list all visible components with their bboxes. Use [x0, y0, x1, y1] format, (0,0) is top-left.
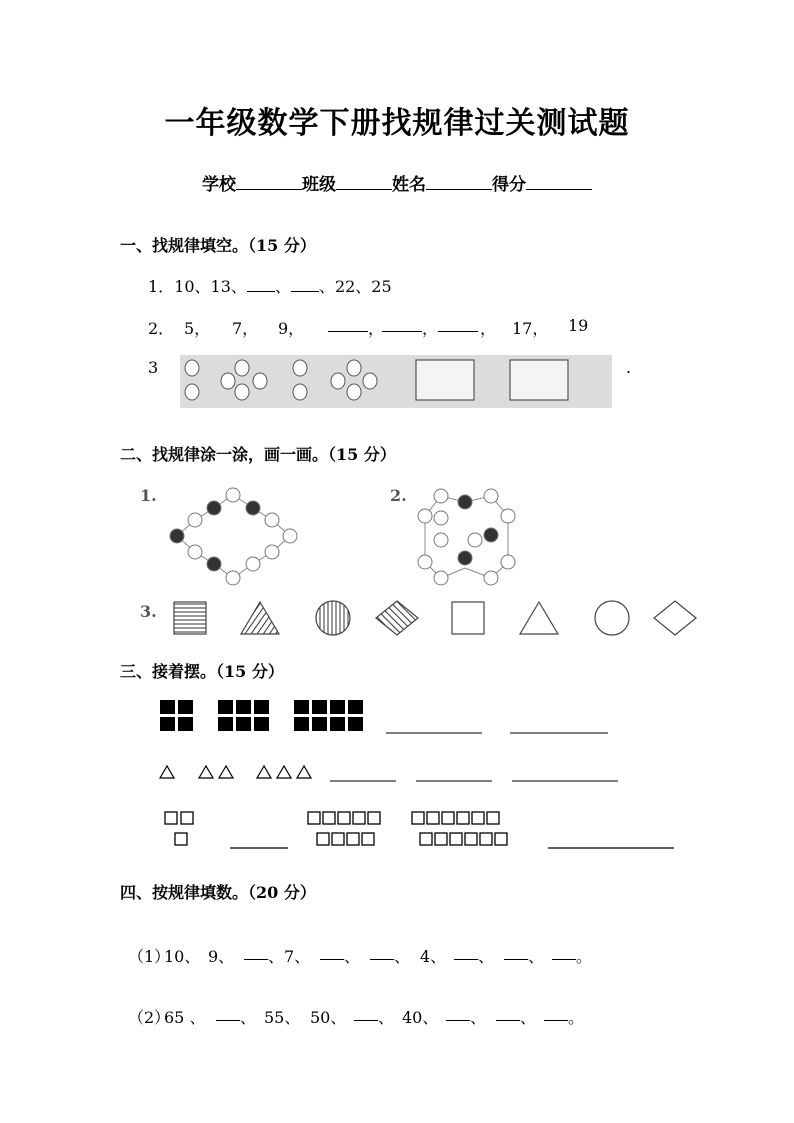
s4-q2 [128, 1005, 598, 1025]
s1-q2-blank-2[interactable] [382, 317, 422, 332]
answer-box-1[interactable] [416, 360, 474, 400]
section4-heading: 四、按规律填数。（20 分） [120, 883, 316, 902]
s1-q2-num-9: 9， [278, 319, 305, 338]
s1-q2-comma-2: ， [422, 319, 439, 338]
s1-q2-num-19: 19 [568, 316, 589, 335]
s4-q2-blank-5[interactable] [544, 1006, 568, 1021]
s1-q1-text-b: 、 [274, 277, 291, 296]
s4-q2-blank-1[interactable] [216, 1006, 240, 1021]
bead-ring-figure-2 [416, 480, 526, 590]
s4-q2-sep-4: 、 [520, 1008, 537, 1027]
s1-q2-num-5: 5， [184, 319, 211, 338]
s4-q1-blank-4[interactable] [454, 945, 478, 960]
page-title: 一年级数学下册找规律过关测试题 [164, 106, 630, 141]
s4-q1-blank-5[interactable] [504, 945, 528, 960]
s4-q1-blank-2[interactable] [320, 945, 344, 960]
school-blank[interactable] [236, 173, 302, 190]
s4-q2-sep-3: 、 [470, 1008, 487, 1027]
s1-q1 [148, 274, 392, 297]
s4-q2-end: 。 [568, 1008, 585, 1027]
s4-q2-num-40: 40、 [402, 1008, 439, 1027]
s1-q1-blank-2[interactable] [291, 277, 319, 292]
s4-q2-num-50: 50、 [310, 1008, 347, 1027]
class-blank[interactable] [336, 173, 392, 190]
s4-q1-num-7: 、7、 [268, 947, 311, 966]
circle-pattern-figure [180, 355, 612, 408]
s1-q2-comma-1: ， [368, 319, 385, 338]
score-blank[interactable] [526, 173, 592, 190]
s4-q2-sep-1: 、 [240, 1008, 257, 1027]
s4-q1-blank-3[interactable] [370, 945, 394, 960]
s1-q2 [148, 316, 608, 339]
fig1-label: 1. [140, 486, 157, 505]
s1-q1-text-a: 10、13、 [174, 277, 247, 296]
triangle-row [158, 764, 620, 784]
s1-q2-blank-1[interactable] [328, 317, 368, 332]
s1-q2-comma-3: ， [480, 319, 497, 338]
s1-q1-blank-1[interactable] [247, 277, 275, 292]
section3-heading: 三、接着摆。（15 分） [120, 662, 284, 681]
s1-q2-label: 2． [148, 319, 175, 338]
score-label: 得分 [492, 175, 526, 195]
s4-q1-num-9: 9、 [208, 947, 235, 966]
s1-q1-label: 1． [148, 277, 175, 296]
s1-q3-label: 3 [148, 358, 159, 377]
s1-q3-end: . [626, 358, 632, 377]
s1-q2-num-7: 7， [232, 319, 259, 338]
s4-q1-sep-1: 、 [344, 947, 361, 966]
class-label: 班级 [302, 175, 336, 195]
s4-q1-label: （1） [128, 947, 171, 966]
school-label: 学校 [202, 175, 236, 195]
square-blocks-row [158, 700, 618, 734]
section1-heading: 一、找规律填空。（15 分） [120, 236, 316, 255]
open-square-rows [162, 810, 677, 852]
answer-box-2[interactable] [510, 360, 568, 400]
s4-q2-blank-2[interactable] [354, 1006, 378, 1021]
s4-q1 [128, 944, 598, 964]
fig2-label: 2. [390, 486, 407, 505]
name-label: 姓名 [392, 175, 426, 195]
s4-q1-num-10: 10、 [164, 947, 201, 966]
header-fields [0, 170, 794, 195]
shape-pattern-figure [170, 598, 700, 640]
s4-q1-blank-6[interactable] [552, 945, 576, 960]
s1-q1-text-c: 、22、25 [318, 277, 392, 296]
name-blank[interactable] [426, 173, 492, 190]
s4-q2-label: （2） [128, 1008, 171, 1027]
fig3-label: 3. [140, 602, 157, 621]
s4-q2-sep-2: 、 [378, 1008, 395, 1027]
section2-heading: 二、找规律涂一涂，画一画。（15 分） [120, 445, 396, 464]
bead-ring-figure-1 [160, 480, 310, 590]
s4-q1-end: 。 [576, 947, 593, 966]
s4-q2-num-65: 65 、 [164, 1008, 206, 1027]
s4-q1-sep-3: 、 [478, 947, 495, 966]
s4-q1-sep-2: 、 [394, 947, 411, 966]
s4-q2-blank-4[interactable] [496, 1006, 520, 1021]
s4-q1-num-4: 4、 [420, 947, 447, 966]
s1-q2-blank-3[interactable] [438, 317, 478, 332]
s4-q2-num-55: 55、 [264, 1008, 301, 1027]
s4-q1-blank-1[interactable] [244, 945, 268, 960]
s1-q2-num-17: 17， [512, 319, 549, 338]
s4-q2-blank-3[interactable] [446, 1006, 470, 1021]
s4-q1-sep-4: 、 [528, 947, 545, 966]
